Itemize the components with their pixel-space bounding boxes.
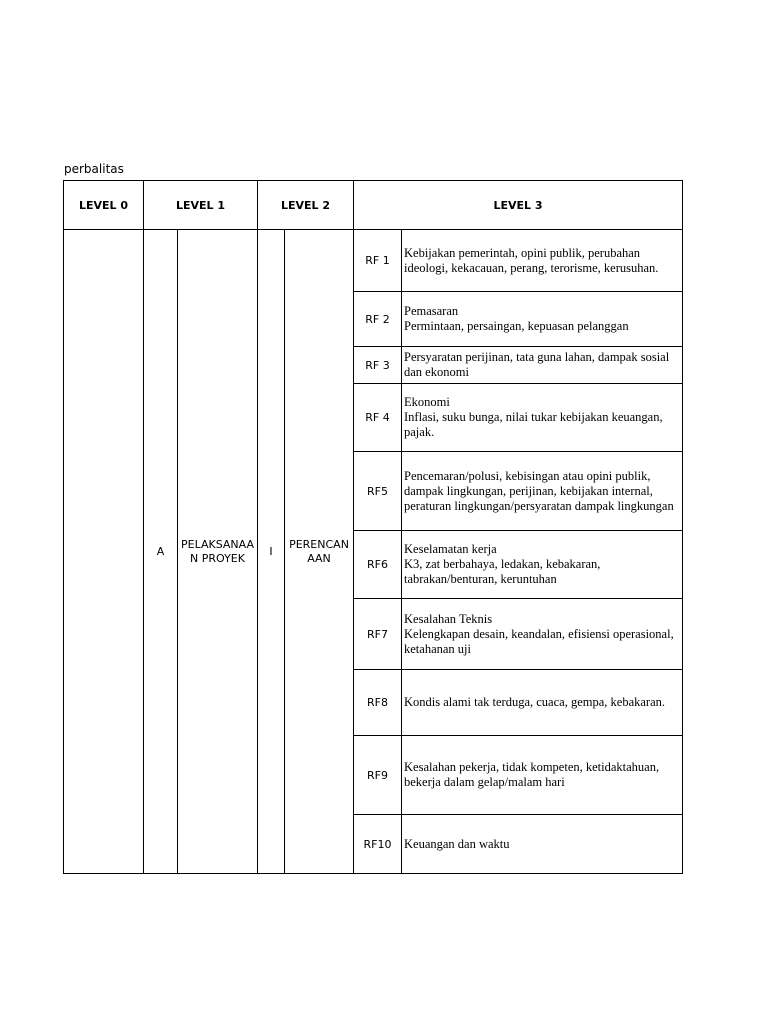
risk-code: RF 4: [354, 384, 402, 452]
risk-code: RF 2: [354, 292, 402, 347]
risk-description: Kesalahan pekerja, tidak kompeten, ketidaktahuan, bekerja dalam gelap/malam hari: [402, 736, 683, 815]
risk-description: Pencemaran/polusi, kebisingan atau opini publik, dampak lingkungan, perijinan, kebijakan internal, peraturan lingkungan/persyaratan dampak lingkungan: [402, 452, 683, 531]
header-level-1: LEVEL 1: [144, 181, 258, 230]
risk-breakdown-table: [63, 180, 683, 874]
risk-code: RF6: [354, 531, 402, 599]
level-1-code: A: [144, 230, 178, 874]
level-2-name: PERENCAN AAN: [285, 230, 354, 874]
level-0-cell: [64, 230, 144, 874]
risk-description: Persyaratan perijinan, tata guna lahan, dampak sosial dan ekonomi: [402, 347, 683, 384]
risk-code: RF8: [354, 670, 402, 736]
table-caption: perbalitas: [64, 162, 124, 176]
risk-description: Keuangan dan waktu: [402, 815, 683, 874]
risk-code: RF9: [354, 736, 402, 815]
risk-description: Kebijakan pemerintah, opini publik, perubahan ideologi, kekacauan, perang, terorisme, kerusuhan.: [402, 230, 683, 292]
level-2-code: I: [258, 230, 285, 874]
risk-code: RF 3: [354, 347, 402, 384]
risk-description: Keselamatan kerja K3, zat berbahaya, ledakan, kebakaran, tabrakan/benturan, keruntuhan: [402, 531, 683, 599]
risk-code: RF 1: [354, 230, 402, 292]
header-row: [64, 181, 683, 230]
risk-description: Pemasaran Permintaan, persaingan, kepuasan pelanggan: [402, 292, 683, 347]
risk-description: Kesalahan Teknis Kelengkapan desain, keandalan, efisiensi operasional, ketahanan uji: [402, 599, 683, 670]
risk-code: RF5: [354, 452, 402, 531]
level-1-name: PELAKSANAA N PROYEK: [178, 230, 258, 874]
risk-code: RF7: [354, 599, 402, 670]
header-level-2: LEVEL 2: [258, 181, 354, 230]
risk-code: RF10: [354, 815, 402, 874]
risk-description: Ekonomi Inflasi, suku bunga, nilai tukar kebijakan keuangan, pajak.: [402, 384, 683, 452]
risk-row: [64, 230, 683, 292]
header-level-0: LEVEL 0: [64, 181, 144, 230]
header-level-3: LEVEL 3: [354, 181, 683, 230]
risk-description: Kondis alami tak terduga, cuaca, gempa, kebakaran.: [402, 670, 683, 736]
